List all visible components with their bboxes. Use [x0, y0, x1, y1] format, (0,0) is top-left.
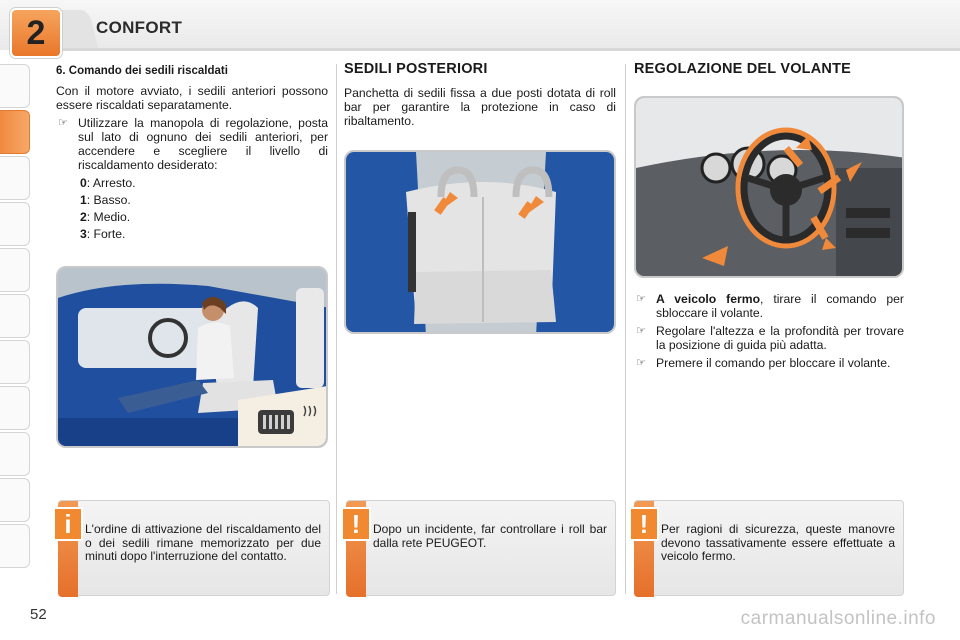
heat-level-item: 1: Basso. [80, 193, 131, 207]
chapter-tab-10[interactable] [0, 478, 30, 522]
heated-seats-instruction [56, 116, 328, 172]
heated-seats-instruction-text: Utilizzare la manopola di regolazione, posta sul lato di ognuno dei sedili anteriori, per accendere e scegliere il livello di riscaldamento desiderato: [78, 116, 328, 172]
header-rule [60, 48, 960, 51]
warning-notice-text: Dopo un incidente, far controllare i roll bar dalla rete PEUGEOT. [373, 522, 607, 550]
steering-step [634, 324, 904, 352]
chapter-tab-rail [0, 64, 32, 570]
steering-step [634, 356, 904, 370]
pointing-hand-icon: ☞ [636, 357, 646, 369]
steering-step-text: Premere il comando per bloccare il volante. [656, 356, 891, 370]
warning-notice-steering [634, 500, 904, 596]
steering-adjustment-title: REGOLAZIONE DEL VOLANTE [634, 61, 852, 77]
heat-levels-list [80, 176, 328, 241]
heated-seats-intro: Con il motore avviato, i sedili anteriori possono essere riscaldati separatamente. [56, 84, 328, 112]
chapter-tab-11[interactable] [0, 524, 30, 568]
steering-instructions [634, 288, 904, 370]
warning-notice-rollbar [346, 500, 616, 596]
rear-seats-section [344, 62, 616, 128]
info-notice-text: L'ordine di attivazione del riscaldamento del o dei sedili rimane memorizzato per due minuti dopo l'interruzione del contatto. [85, 522, 321, 563]
page-number: 52 [30, 606, 47, 623]
pointing-hand-icon: ☞ [636, 293, 646, 305]
pointing-hand-icon: ☞ [58, 117, 68, 129]
watermark: carmanualsonline.info [740, 608, 936, 629]
warning-notice-text: Per ragioni di sicurezza, queste manovre devono tassativamente essere effettuate a veicolo fermo. [661, 522, 895, 563]
warning-icon: ! [341, 507, 371, 541]
chapter-number: 2 [10, 8, 62, 58]
warning-icon: ! [629, 507, 659, 541]
heated-seat-illustration [56, 266, 328, 448]
heated-seats-section [56, 64, 328, 244]
chapter-title: CONFORT [96, 18, 183, 37]
rear-seats-title: SEDILI POSTERIORI [344, 61, 488, 77]
heat-level-item: 3: Forte. [80, 227, 126, 241]
heat-level-item: 2: Medio. [80, 210, 131, 224]
chapter-tab-4[interactable] [0, 202, 30, 246]
info-icon: i [53, 507, 83, 541]
steering-step-text: , tirare il comando per sbloccare il volante. [656, 292, 904, 320]
chapter-tab-7[interactable] [0, 340, 30, 384]
rear-seats-illustration [344, 150, 616, 334]
column-divider [625, 64, 626, 594]
info-notice [58, 500, 330, 596]
chapter-tab-9[interactable] [0, 432, 30, 476]
chapter-tab-3[interactable] [0, 156, 30, 200]
column-divider [336, 64, 337, 594]
chapter-tab-1[interactable] [0, 64, 30, 108]
steering-step [634, 292, 904, 320]
chapter-swoosh [58, 8, 98, 50]
steering-wheel-illustration [634, 96, 904, 278]
heated-seats-subtitle: 6. Comando dei sedili riscaldati [56, 65, 228, 77]
pointing-hand-icon: ☞ [636, 325, 646, 337]
heat-level-item: 0: Arresto. [80, 176, 136, 190]
rear-seats-text: Panchetta di sedili fissa a due posti dotata di roll bar per garantire la protezione in caso di ribaltamento. [344, 86, 616, 128]
steering-step-bold: A veicolo fermo [656, 292, 761, 306]
chapter-tab-6[interactable] [0, 294, 30, 338]
steering-step-text: Regolare l'altezza e la profondità per trovare la posizione di guida più adatta. [656, 324, 904, 352]
steering-adjustment-section [634, 62, 906, 86]
chapter-tab-2-active[interactable] [0, 110, 30, 154]
chapter-tab-5[interactable] [0, 248, 30, 292]
chapter-tab-8[interactable] [0, 386, 30, 430]
